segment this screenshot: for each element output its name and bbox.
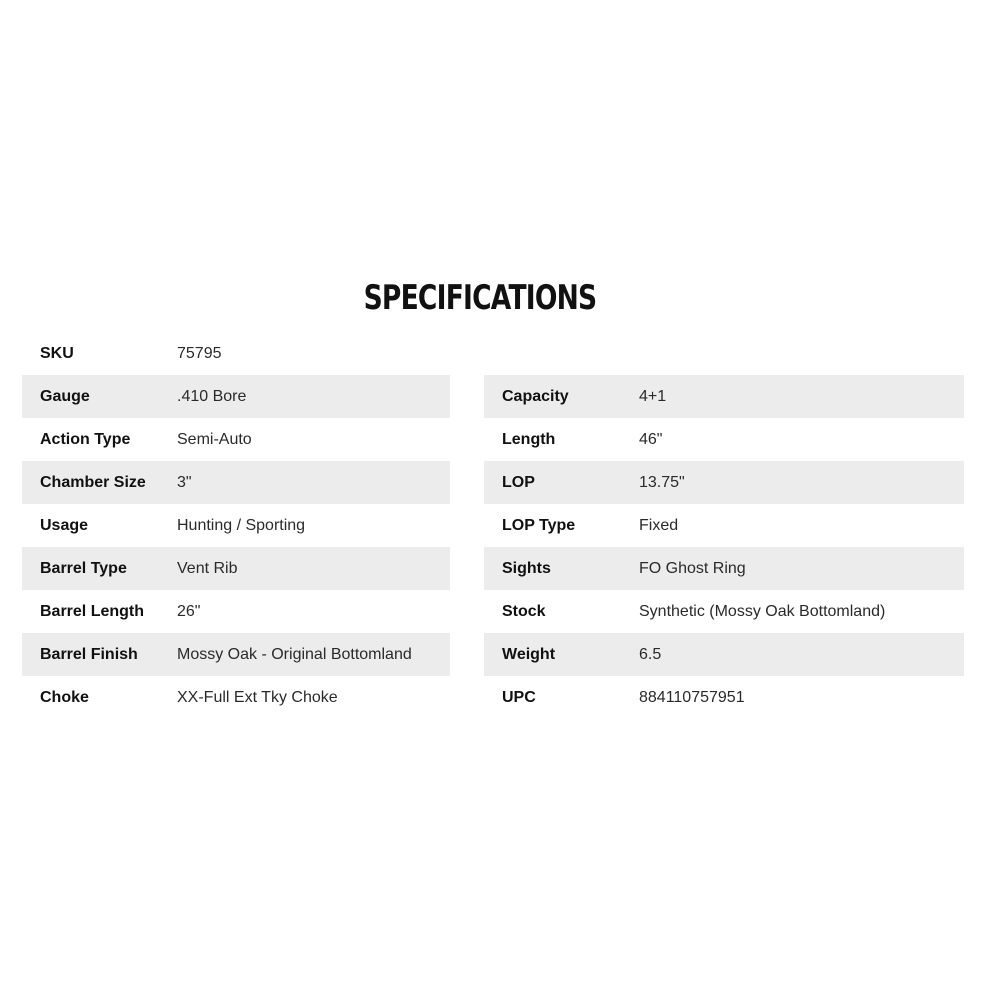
spec-value: Vent Rib (177, 559, 238, 577)
page-title: SPECIFICATIONS (363, 278, 597, 318)
spec-label: Action Type (40, 430, 131, 448)
spec-value: 884110757951 (639, 688, 745, 706)
spec-value: 26" (177, 602, 201, 620)
spec-row (22, 418, 450, 461)
spec-row (484, 633, 964, 676)
spec-value: .410 Bore (177, 387, 247, 405)
spec-row (484, 375, 964, 418)
spec-value: Hunting / Sporting (177, 516, 306, 534)
spec-value: 6.5 (639, 645, 662, 663)
spec-value: 3" (177, 473, 192, 491)
spec-label: Sights (502, 559, 551, 577)
spec-label: Choke (40, 688, 89, 706)
spec-row (22, 375, 450, 418)
spec-label: Weight (502, 645, 556, 663)
spec-value: 4+1 (639, 387, 667, 405)
spec-label: LOP Type (502, 516, 576, 534)
spec-row (484, 504, 964, 547)
spec-label: Stock (502, 602, 546, 620)
spec-value: XX-Full Ext Tky Choke (177, 688, 338, 706)
spec-table-left (22, 375, 450, 719)
spec-label: Chamber Size (40, 473, 146, 491)
spec-table-right (484, 375, 964, 719)
spec-label: Gauge (40, 387, 90, 405)
spec-value: FO Ghost Ring (639, 559, 746, 577)
spec-row (484, 676, 964, 719)
spec-row (484, 461, 964, 504)
spec-label: Barrel Length (40, 602, 145, 620)
spec-value: 75795 (177, 345, 222, 362)
spec-label: SKU (40, 345, 74, 362)
spec-row (22, 590, 450, 633)
spec-value: 13.75" (639, 473, 685, 491)
spec-label: LOP (502, 473, 535, 491)
spec-label: Capacity (502, 387, 569, 405)
spec-row (22, 676, 450, 719)
spec-row (22, 461, 450, 504)
spec-value: Semi-Auto (177, 430, 252, 448)
spec-label: Usage (40, 516, 89, 534)
spec-row (484, 590, 964, 633)
spec-row-sku (22, 333, 450, 375)
spec-value: 46" (639, 430, 663, 448)
spec-label: Barrel Finish (40, 645, 138, 663)
spec-row (22, 633, 450, 676)
spec-row (484, 418, 964, 461)
spec-label: Length (502, 430, 556, 448)
spec-value: Synthetic (Mossy Oak Bottomland) (639, 602, 886, 620)
spec-row (22, 547, 450, 590)
spec-row (22, 504, 450, 547)
spec-value: Fixed (639, 516, 679, 534)
spec-row (484, 547, 964, 590)
spec-label: Barrel Type (40, 559, 127, 577)
spec-value: Mossy Oak - Original Bottomland (177, 645, 412, 663)
spec-label: UPC (502, 688, 536, 706)
